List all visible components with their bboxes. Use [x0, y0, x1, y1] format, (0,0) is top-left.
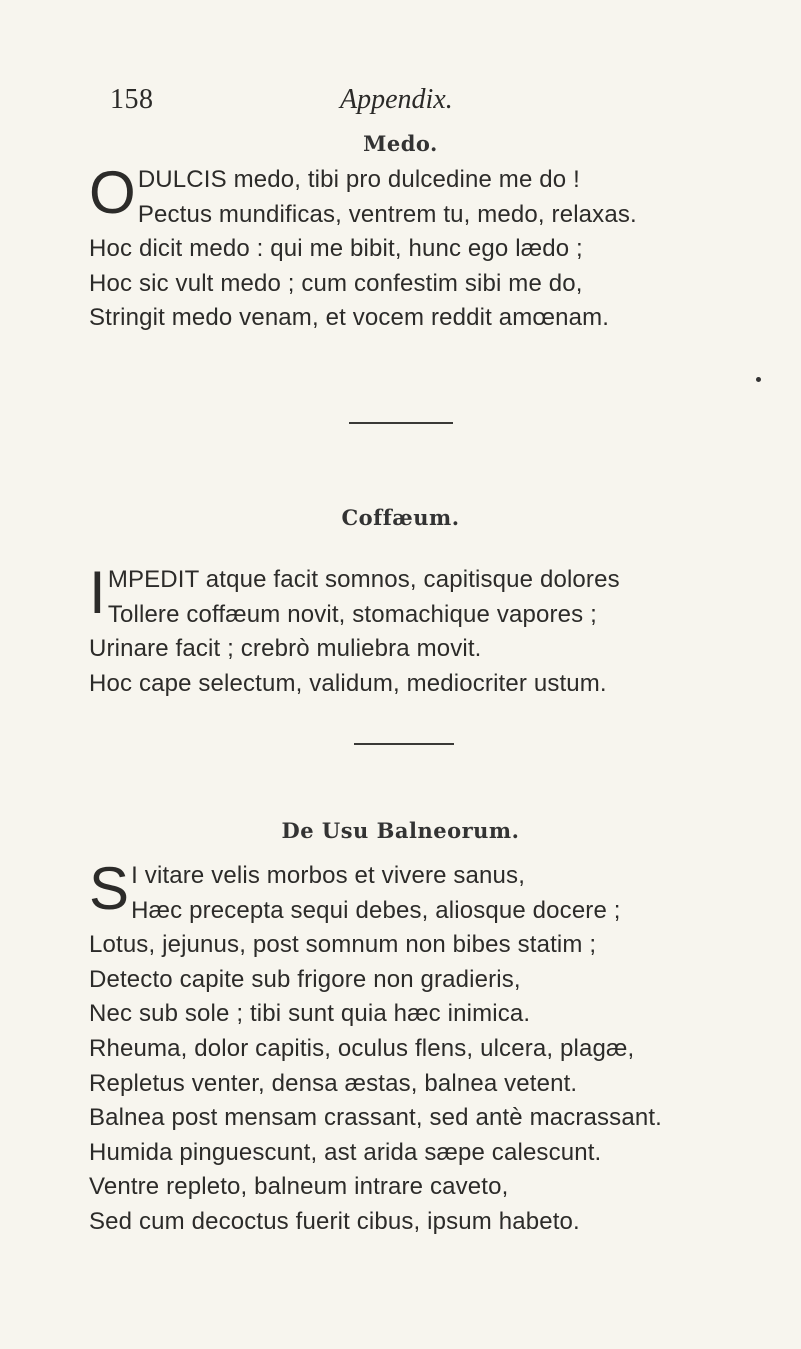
drop-cap: I [89, 559, 106, 626]
poem-line: Urinare facit ; crebrò muliebra movit. [89, 635, 482, 663]
section-title-medo: Medo. [363, 131, 438, 156]
poem-line: I vitare velis morbos et vivere sanus, [131, 862, 526, 889]
poem-line: Hæc precepta sequi debes, aliosque docere ; [131, 896, 621, 924]
poem-line: Hoc dicit medo : qui me bibit, hunc ego lædo ; [89, 235, 583, 263]
poem-line: Ventre repleto, balneum intrare caveto, [89, 1173, 509, 1201]
poem-line: Lotus, jejunus, post somnum non bibes statim ; [89, 931, 597, 959]
page-number: 158 [110, 84, 154, 115]
poem-line: Sed cum decoctus fuerit cibus, ipsum habeto. [89, 1207, 580, 1235]
poem-line: Nec sub sole ; tibi sunt quia hæc inimica. [89, 1000, 531, 1028]
running-title: Appendix. [340, 84, 453, 115]
drop-cap: S [89, 855, 130, 922]
poem-medo [89, 159, 769, 336]
poem-line: Stringit medo venam, et vocem reddit amœnam. [89, 304, 610, 332]
poem-balneorum [89, 855, 769, 1240]
poem-line: MPEDIT atque facit somnos, capitisque dolores [107, 566, 620, 593]
poem-line: Humida pinguescunt, ast arida sæpe calescunt. [89, 1138, 602, 1166]
poem-line: DULCIS medo, tibi pro dulcedine me do ! [137, 166, 580, 193]
poem-coffaeum [89, 559, 769, 701]
poem-line: Hoc cape selectum, validum, mediocriter ustum. [89, 669, 607, 697]
poem-line: Tollere coffæum novit, stomachique vapores ; [107, 600, 597, 628]
poem-line: Pectus mundificas, ventrem tu, medo, relaxas. [137, 200, 637, 228]
section-divider [354, 743, 454, 745]
poem-line: Balnea post mensam crassant, sed antè macrassant. [89, 1104, 662, 1132]
poem-line: Detecto capite sub frigore non gradieris, [89, 965, 521, 993]
poem-line: Hoc sic vult medo ; cum confestim sibi me do, [89, 269, 583, 297]
poem-line: Repletus venter, densa æstas, balnea vetent. [89, 1069, 578, 1097]
section-divider [349, 422, 453, 424]
running-head [110, 84, 710, 124]
printer-mark [756, 377, 761, 382]
poem-line: Rheuma, dolor capitis, oculus flens, ulcera, plagæ, [89, 1034, 635, 1062]
section-title-coffaeum: Coffæum. [341, 505, 460, 530]
section-title-balneorum: De Usu Balneorum. [281, 818, 520, 843]
drop-cap: O [89, 159, 136, 226]
